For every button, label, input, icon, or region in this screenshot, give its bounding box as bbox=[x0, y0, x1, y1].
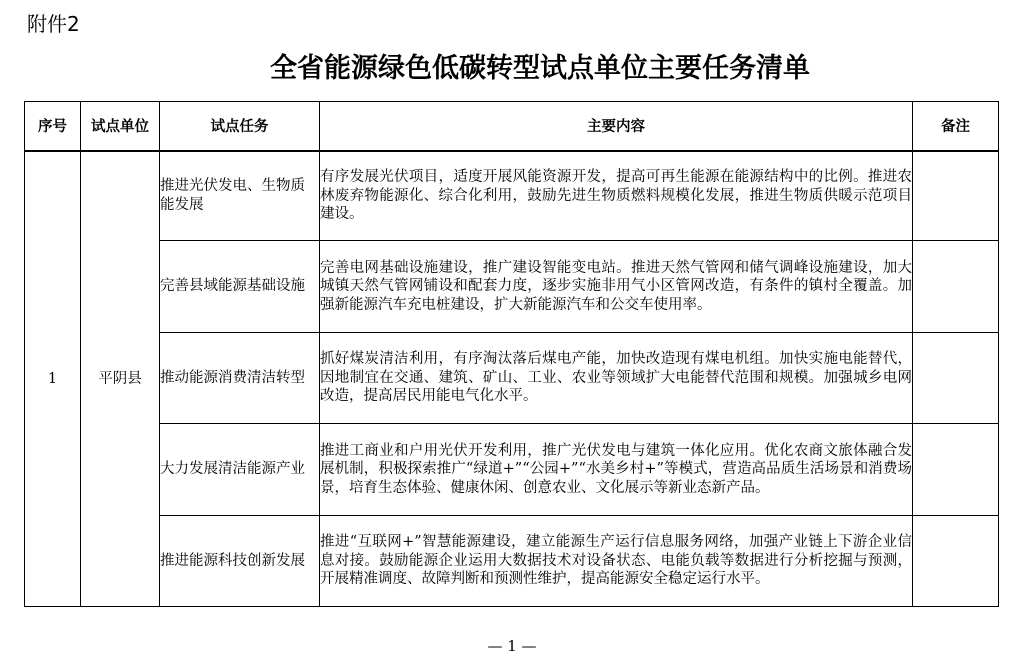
task-table bbox=[24, 101, 999, 607]
table-row bbox=[25, 151, 999, 241]
task-cell: 推进能源科技创新发展 bbox=[160, 516, 320, 607]
task-cell: 推动能源消费清洁转型 bbox=[160, 333, 320, 424]
remark-cell bbox=[913, 333, 999, 424]
content-cell: 抓好煤炭清洁利用，有序淘汰落后煤电产能，加快改造现有煤电机组。加快实施电能替代，因地制宜在交通、建筑、矿山、工业、农业等领域扩大电能替代范围和规模。加强城乡电网改造，提高居民用能电气化水平。 bbox=[320, 333, 913, 424]
header-row bbox=[25, 102, 999, 151]
table-header bbox=[25, 102, 999, 151]
unit-cell: 平阴县 bbox=[81, 151, 160, 607]
table-row bbox=[25, 516, 999, 607]
header-unit: 试点单位 bbox=[81, 102, 160, 151]
header-content: 主要内容 bbox=[320, 102, 913, 151]
index-cell: 1 bbox=[25, 151, 81, 607]
remark-cell bbox=[913, 516, 999, 607]
task-cell: 推进光伏发电、生物质能发展 bbox=[160, 151, 320, 241]
content-cell: 推进“互联网+”智慧能源建设，建立能源生产运行信息服务网络，加强产业链上下游企业信息对接。鼓励能源企业运用大数据技术对设备状态、电能负载等数据进行分析挖掘与预测，开展精准调度、故障判断和预测性维护，提高能源安全稳定运行水平。 bbox=[320, 516, 913, 607]
table-body bbox=[25, 151, 999, 607]
table-row bbox=[25, 241, 999, 333]
task-cell: 大力发展清洁能源产业 bbox=[160, 424, 320, 516]
table-row bbox=[25, 333, 999, 424]
header-remark: 备注 bbox=[913, 102, 999, 151]
remark-cell bbox=[913, 151, 999, 241]
content-cell: 推进工商业和户用光伏开发利用，推广光伏发电与建筑一体化应用。优化农商文旅体融合发展机制，积极探索推广“绿道+”“公园+”“水美乡村+”等模式，营造高品质生活场景和消费场景，培育生态体验、健康休闲、创意农业、文化展示等新业态新产品。 bbox=[320, 424, 913, 516]
task-cell: 完善县域能源基础设施 bbox=[160, 241, 320, 333]
attachment-label: 附件2 bbox=[27, 12, 80, 36]
remark-cell bbox=[913, 424, 999, 516]
content-cell: 有序发展光伏项目，适度开展风能资源开发，提高可再生能源在能源结构中的比例。推进农林废弃物能源化、综合化利用，鼓励先进生物质燃料规模化发展，推进生物质供暖示范项目建设。 bbox=[320, 151, 913, 241]
document-title: 全省能源绿色低碳转型试点单位主要任务清单 bbox=[270, 53, 810, 84]
table-row bbox=[25, 424, 999, 516]
content-cell: 完善电网基础设施建设，推广建设智能变电站。推进天然气管网和储气调峰设施建设，加大城镇天然气管网铺设和配套力度，逐步实施非用气小区管网改造，有条件的镇村全覆盖。加强新能源汽车充电桩建设，扩大新能源汽车和公交车使用率。 bbox=[320, 241, 913, 333]
page-number: — 1 — bbox=[487, 637, 537, 655]
header-task: 试点任务 bbox=[160, 102, 320, 151]
remark-cell bbox=[913, 241, 999, 333]
header-index: 序号 bbox=[25, 102, 81, 151]
